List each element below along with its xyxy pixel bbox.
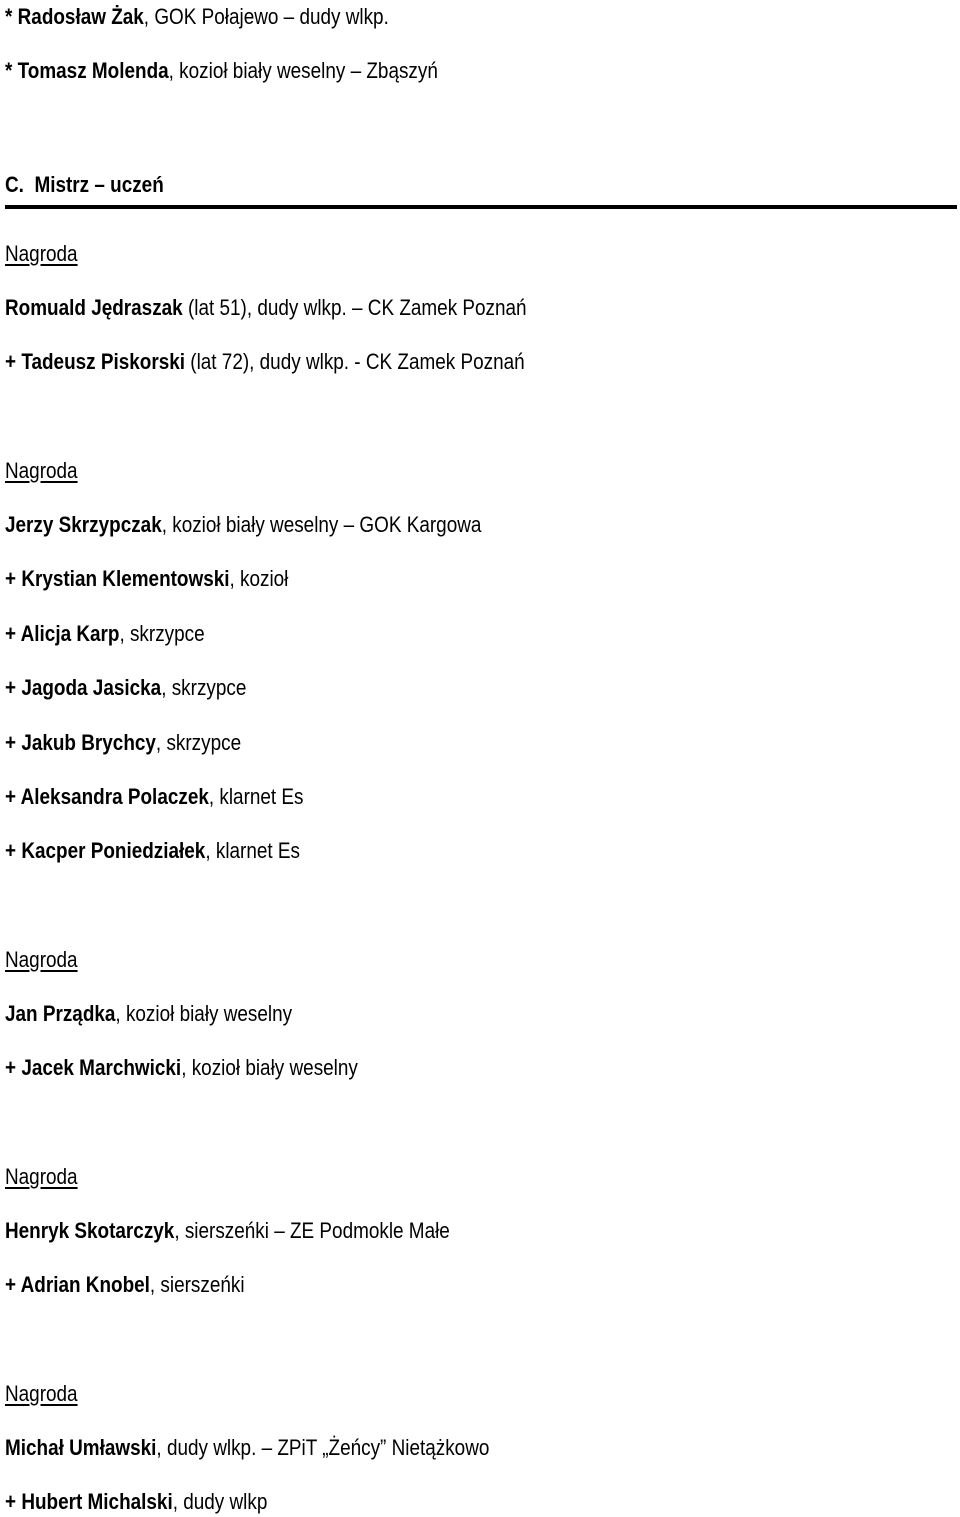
entry-line: * Radosław Żak, GOK Połajewo – dudy wlkp. [5,4,389,29]
award-heading: Nagroda [5,1381,78,1406]
section-letter: C. [5,172,24,197]
section-divider [5,205,957,209]
entry-line: + Tadeusz Piskorski (lat 72), dudy wlkp. - CK Zamek Poznań [5,349,525,374]
section-heading [5,172,164,198]
section-title: Mistrz – uczeń [34,172,164,197]
entry-line: + Kacper Poniedziałek, klarnet Es [5,838,300,863]
entry-line: + Hubert Michalski, dudy wlkp [5,1489,268,1514]
entry-line: Romuald Jędraszak (lat 51), dudy wlkp. – CK Zamek Poznań [5,295,527,320]
award-heading: Nagroda [5,1164,78,1189]
entry-line: + Alicja Karp, skrzypce [5,621,205,646]
entry-line: Jan Prządka, kozioł biały weselny [5,1001,293,1026]
entry-line: + Krystian Klementowski, kozioł [5,566,289,591]
entry-line: Jerzy Skrzypczak, kozioł biały weselny – GOK Kargowa [5,512,482,537]
award-heading: Nagroda [5,241,78,266]
entry-line: Michał Umławski, dudy wlkp. – ZPiT „Żeńcy” Nietążkowo [5,1435,490,1460]
entry-line: + Jagoda Jasicka, skrzypce [5,675,247,700]
entry-line: + Aleksandra Polaczek, klarnet Es [5,784,304,809]
entry-line: * Tomasz Molenda, kozioł biały weselny – Zbąszyń [5,58,438,83]
entry-line: + Jakub Brychcy, skrzypce [5,730,242,755]
entry-line: + Jacek Marchwicki, kozioł biały weselny [5,1055,358,1080]
entry-line: + Adrian Knobel, sierszeńki [5,1272,245,1297]
award-heading: Nagroda [5,947,78,972]
award-heading: Nagroda [5,458,78,483]
entry-line: Henryk Skotarczyk, sierszeńki – ZE Podmokle Małe [5,1218,450,1243]
